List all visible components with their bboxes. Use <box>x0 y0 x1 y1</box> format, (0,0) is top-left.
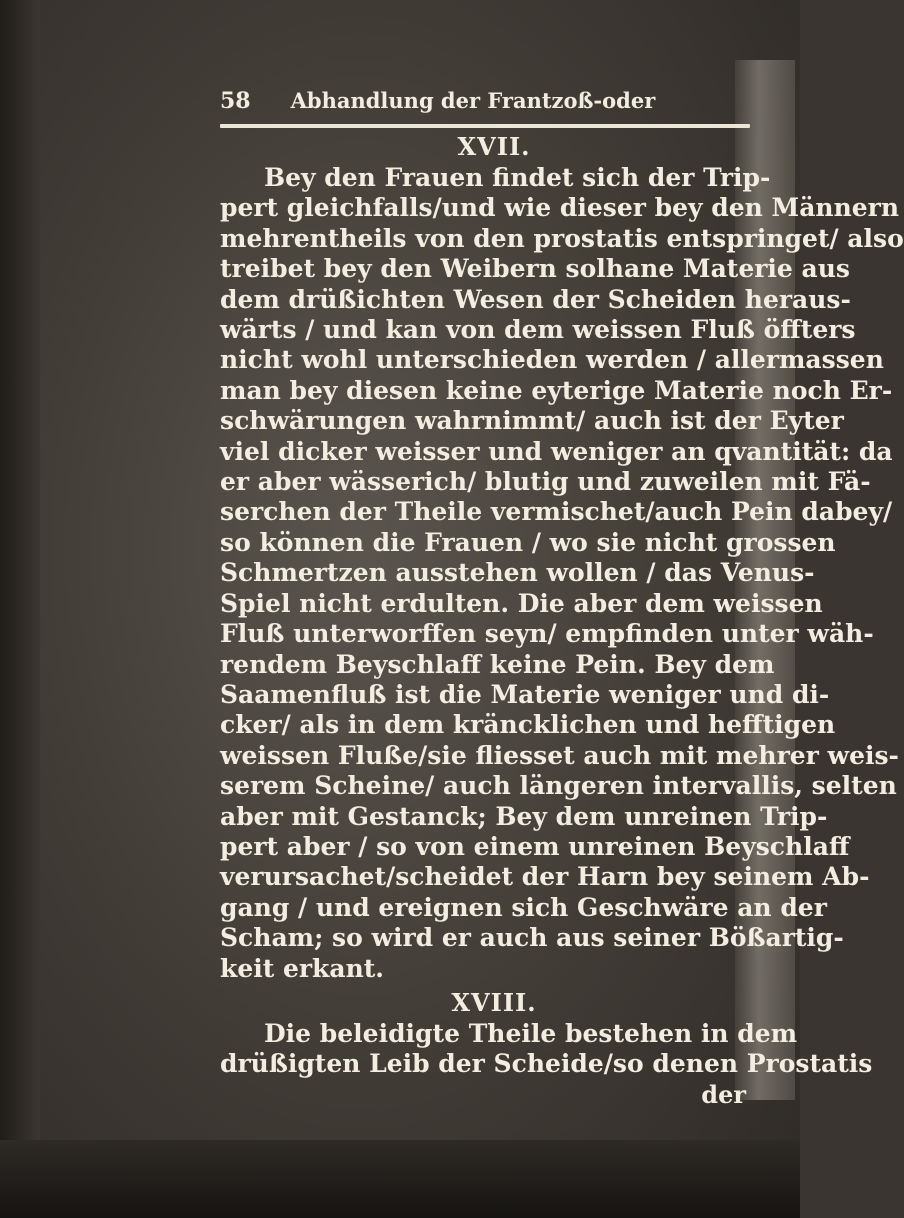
book-gutter <box>0 0 40 1218</box>
text-line: serem Scheine/ auch längeren intervallis, selten <box>220 771 897 801</box>
text-line: man bey diesen keine eyterige Materie noch Er- <box>220 375 893 405</box>
section-18-body <box>220 1018 873 1080</box>
text-line: mehrentheils von den prostatis entspringet/ also <box>220 223 904 253</box>
text-line: Spiel nicht erdulten. Die aber dem weissen <box>220 588 823 618</box>
running-title: Abhandlung der Frantzoß-oder <box>290 88 656 113</box>
header-rule <box>220 124 750 128</box>
section-heading-17: XVII. <box>457 132 531 161</box>
text-block <box>220 88 904 1109</box>
text-line: verursachet/scheidet der Harn bey seinem Ab- <box>220 862 870 892</box>
text-line: Scham; so wird er auch aus seiner Bößartig- <box>220 923 844 953</box>
text-line: dem drüßichten Wesen der Scheiden heraus- <box>220 284 851 314</box>
text-line: aber mit Gestanck; Bey dem unreinen Trip- <box>220 801 828 831</box>
text-line: rendem Beyschlaff keine Pein. Bey dem <box>220 649 775 679</box>
text-line: Die beleidigte Theile bestehen in dem <box>264 1018 798 1048</box>
text-line: cker/ als in dem kräncklichen und hefftigen <box>220 710 836 740</box>
text-line: er aber wässerich/ blutig und zuweilen mit Fä- <box>220 467 871 497</box>
text-line: Saamenfluß ist die Materie weniger und di- <box>220 679 830 709</box>
running-header <box>220 88 768 122</box>
text-line: viel dicker weisser und weniger an qvantität: da <box>220 436 893 466</box>
text-line: Bey den Frauen findet sich der Trip- <box>264 163 771 192</box>
page-number: 58 <box>220 88 251 114</box>
text-line: treibet bey den Weibern solhane Materie aus <box>220 254 850 284</box>
text-line: wärts / und kan von dem weissen Fluß öffters <box>220 315 856 345</box>
section-17-body <box>220 163 904 984</box>
text-line: Fluß unterworffen seyn/ empfinden unter wäh- <box>220 619 874 649</box>
section-heading-18: XVIII. <box>451 987 537 1017</box>
text-line: pert gleichfalls/und wie dieser bey den Männern <box>220 193 900 223</box>
text-line: gang / und ereignen sich Geschwäre an der <box>220 892 827 922</box>
text-line: nicht wohl unterschieden werden / allermassen <box>220 345 884 375</box>
text-line: keit erkant. <box>220 953 385 983</box>
text-line: weissen Fluße/sie fliesset auch mit mehrer weis- <box>220 740 899 770</box>
catchword: der <box>701 1079 746 1109</box>
text-line: drüßigten Leib der Scheide/so denen Prostatis <box>220 1049 873 1079</box>
text-line: serchen der Theile vermischet/auch Pein dabey/ <box>220 497 893 527</box>
text-line: pert aber / so von einem unreinen Beyschlaff <box>220 831 850 861</box>
text-line: so können die Frauen / wo sie nicht grossen <box>220 527 836 557</box>
text-line: Schmertzen ausstehen wollen / das Venus- <box>220 558 815 588</box>
text-line: schwärungen wahrnimmt/ auch ist der Eyter <box>220 406 844 436</box>
page-bottom-shadow <box>0 1140 800 1218</box>
